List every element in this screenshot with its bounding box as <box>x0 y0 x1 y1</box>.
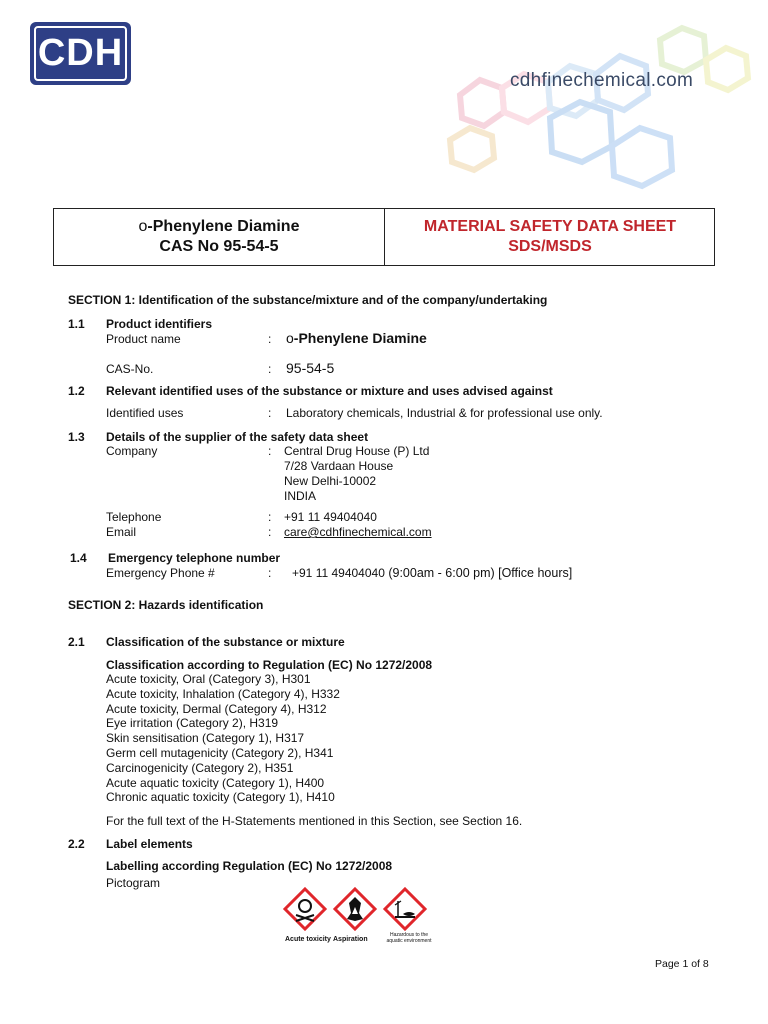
colon: : <box>268 444 272 458</box>
page-word: Page <box>655 958 680 970</box>
colon: : <box>268 525 272 539</box>
doc-subtitle: SDS/MSDS <box>508 238 592 255</box>
company-line: Central Drug House (P) Ltd <box>284 444 430 458</box>
s1-2-title: Relevant identified uses of the substance or mixture and uses advised against <box>106 384 553 398</box>
skull-crossbones-icon <box>285 889 325 929</box>
company-line: New Delhi-10002 <box>284 474 377 488</box>
product-title-cell <box>54 217 384 257</box>
colon: : <box>268 510 272 524</box>
doc-title: MATERIAL SAFETY DATA SHEET <box>423 218 677 235</box>
classification-item: Carcinogenicity (Category 2), H351 <box>106 760 294 775</box>
telephone-value: +91 11 49404040 <box>284 510 377 524</box>
doc-title-cell <box>385 217 715 257</box>
logo-text: CDH <box>34 26 127 81</box>
s2-1-title: Classification of the substance or mixture <box>106 635 345 649</box>
page-total: 8 <box>702 958 709 970</box>
emergency-phone-number: +91 11 49404040 <box>292 566 385 580</box>
company-label: Company <box>106 444 158 458</box>
s2-1-subtitle: Classification according to Regulation (EC) No 1272/2008 <box>106 658 433 672</box>
product-title-name: -Phenylene Diamine <box>147 218 300 235</box>
website-url: cdhfinechemical.com <box>510 70 694 91</box>
emergency-phone-hours: (9:00am - 6:00 pm) [Office hours] <box>384 566 573 580</box>
ghs-pictograms <box>283 887 433 944</box>
classification-item: Eye irritation (Category 2), H319 <box>106 716 279 731</box>
emergency-phone-label: Emergency Phone # <box>106 566 215 580</box>
cas-label: CAS-No. <box>106 362 154 376</box>
product-name-rest: -Phenylene Diamine <box>293 330 427 346</box>
classification-item: Chronic aquatic toxicity (Category 1), H410 <box>106 790 335 805</box>
company-line: INDIA <box>284 489 317 503</box>
s1-1-title: Product identifiers <box>106 317 213 331</box>
classification-item: Acute aquatic toxicity (Category 1), H400 <box>106 775 325 790</box>
s1-3-num: 1.3 <box>68 430 85 444</box>
pictogram-caption-1: Acute toxicity <box>285 936 331 943</box>
product-name-value <box>286 330 427 346</box>
page-of-word: of <box>691 958 700 970</box>
colon: : <box>268 332 272 346</box>
page-current: 1 <box>682 958 689 970</box>
classification-item: Skin sensitisation (Category 1), H317 <box>106 731 305 746</box>
product-name-prefix: o <box>286 330 294 346</box>
s2-2-subtitle: Labelling according Regulation (EC) No 1272/2008 <box>106 859 393 873</box>
colon: : <box>268 406 272 420</box>
h-statements-note: For the full text of the H-Statements mentioned in this Section, see Section 16. <box>106 814 523 828</box>
s2-2-num: 2.2 <box>68 837 85 851</box>
pictogram-caption-2: Aspiration <box>333 936 368 943</box>
product-cas-line: CAS No 95-54-5 <box>159 238 279 255</box>
s2-1-num: 2.1 <box>68 635 85 649</box>
cas-value: 95-54-5 <box>286 360 335 376</box>
company-address <box>284 444 429 504</box>
s1-2-num: 1.2 <box>68 384 85 398</box>
environment-icon <box>385 889 425 929</box>
product-title-prefix: o <box>138 218 148 235</box>
cdh-logo <box>30 22 131 85</box>
email-label: Email <box>106 525 137 539</box>
classification-item: Acute toxicity, Dermal (Category 4), H312 <box>106 701 327 716</box>
pictogram-label: Pictogram <box>106 876 161 890</box>
telephone-label: Telephone <box>106 510 162 524</box>
molecule-hexagon-art <box>420 0 768 200</box>
email-link[interactable]: care@cdhfinechemical.com <box>284 525 432 539</box>
classification-item: Acute toxicity, Inhalation (Category 4), H332 <box>106 686 340 701</box>
page-number <box>655 958 709 970</box>
uses-value: Laboratory chemicals, Industrial & for professional use only. <box>286 406 603 420</box>
s1-4-title: Emergency telephone number <box>108 551 281 565</box>
emergency-phone-value <box>292 566 572 580</box>
s1-4-num: 1.4 <box>70 551 87 565</box>
colon: : <box>268 566 272 580</box>
pictogram-caption-3: Hazardous to the aquatic environment <box>386 932 432 944</box>
s1-3-title: Details of the supplier of the safety data sheet <box>106 430 369 444</box>
classification-list <box>106 672 340 805</box>
title-box <box>53 208 715 266</box>
classification-item: Acute toxicity, Oral (Category 3), H301 <box>106 672 311 686</box>
s1-1-num: 1.1 <box>68 317 85 331</box>
product-name-label: Product name <box>106 332 181 346</box>
health-hazard-icon <box>335 889 375 929</box>
uses-label: Identified uses <box>106 406 184 420</box>
section1-heading: SECTION 1: Identification of the substance/mixture and of the company/undertaking <box>68 293 548 307</box>
s2-2-title: Label elements <box>106 837 193 851</box>
classification-item: Germ cell mutagenicity (Category 2), H341 <box>106 745 334 760</box>
colon: : <box>268 362 272 376</box>
company-line: 7/28 Vardaan House <box>284 459 394 473</box>
section2-heading: SECTION 2: Hazards identification <box>68 598 264 612</box>
